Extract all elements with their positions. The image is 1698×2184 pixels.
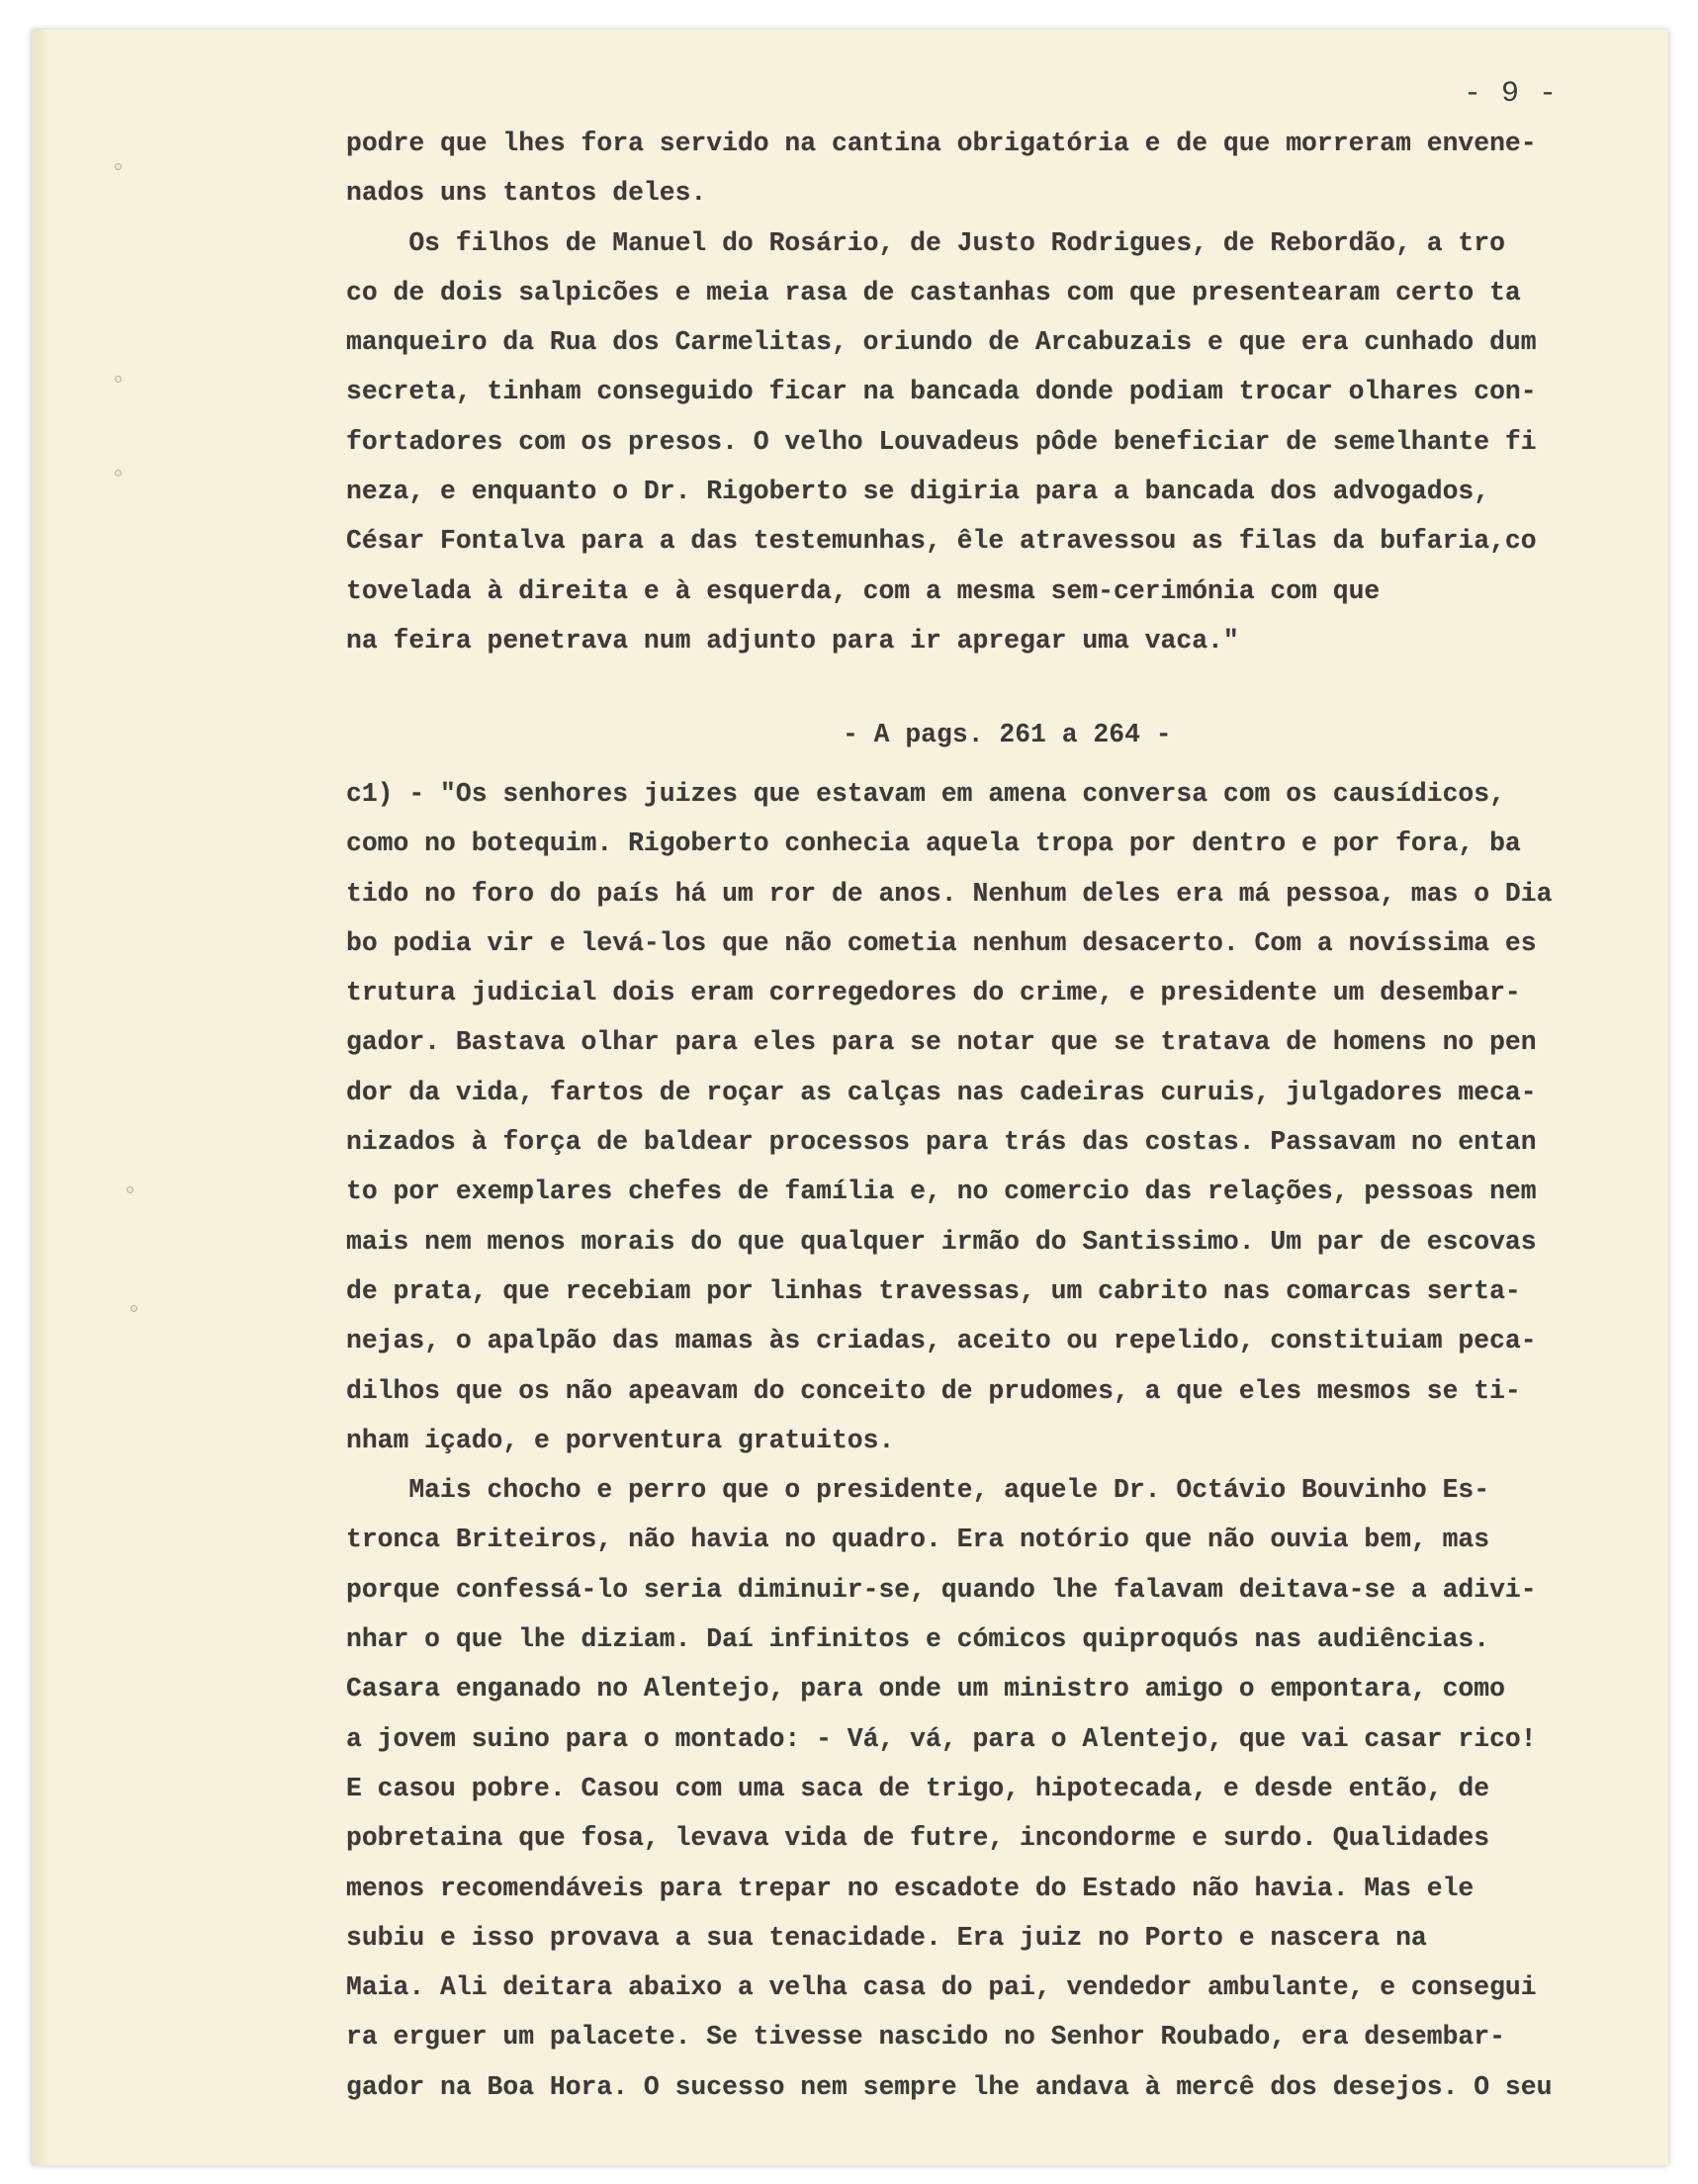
text-line: E casou pobre. Casou com uma saca de trigo, hipotecada, e desde então, de [346, 1773, 1490, 1803]
text-line: co de dois salpicões e meia rasa de castanhas com que presentearam certo ta [346, 277, 1521, 307]
text-line: César Fontalva para a das testemunhas, êle atravessou as filas da bufaria,co [346, 526, 1537, 557]
text-line: c1) - "Os senhores juizes que estavam em amena conversa com os causídicos, [346, 779, 1505, 809]
paper-edge-shadow [32, 30, 49, 2165]
text-line: tido no foro do país há um ror de anos. Nenhum deles era má pessoa, mas o Dia [346, 878, 1553, 909]
text-line: nados uns tantos deles. [346, 178, 707, 209]
text-line: tovelada à direita e à esquerda, com a mesma sem-cerimónia com que [346, 575, 1381, 606]
text-line: Casara enganado no Alentejo, para onde um ministro amigo o empontara, como [346, 1674, 1505, 1704]
text-line: bo podia vir e levá-los que não cometia nenhum desacerto. Com a novíssima es [346, 927, 1537, 958]
text-line: Os filhos de Manuel do Rosário, de Justo Rodrigues, de Rebordão, a tro [346, 227, 1505, 258]
text-line: to por exemplares chefes de família e, no comercio das relações, pessoas nem [346, 1177, 1537, 1207]
body-text-block-2 [346, 769, 1642, 2112]
text-line: gador na Boa Hora. O sucesso nem sempre lhe andava à mercê dos desejos. O seu [346, 2071, 1553, 2102]
page-number: - 9 - [1464, 77, 1559, 111]
body-text-block-1 [346, 119, 1642, 665]
text-line: Maia. Ali deitara abaixo a velha casa do pai, vendedor ambulante, e consegui [346, 1972, 1537, 2003]
paper-mark [115, 163, 122, 170]
text-line: menos recomendáveis para trepar no escadote do Estado não havia. Mas ele [346, 1873, 1475, 1903]
text-line: nhar o que lhe diziam. Daí infinitos e cómicos quiproquós nas audiências. [346, 1624, 1490, 1655]
paper-mark [131, 1305, 137, 1312]
text-line: gador. Bastava olhar para eles para se notar que se tratava de homens no pen [346, 1027, 1537, 1058]
typewritten-page [32, 30, 1668, 2165]
text-line: na feira penetrava num adjunto para ir apregar uma vaca." [346, 625, 1239, 655]
text-line: fortadores com os presos. O velho Louvadeus pôde beneficiar de semelhante fi [346, 426, 1537, 457]
text-line: Mais chocho e perro que o presidente, aquele Dr. Octávio Bouvinho Es- [346, 1475, 1490, 1506]
text-line: como no botequim. Rigoberto conhecia aquela tropa por dentro e por fora, ba [346, 829, 1521, 859]
text-line: porque confessá-lo seria diminuir-se, quando lhe falavam deitava-se a adivi- [346, 1574, 1537, 1605]
text-line: a jovem suino para o montado: - Vá, vá, para o Alentejo, que vai casar rico! [346, 1723, 1537, 1754]
text-line: trutura judicial dois eram corregedores do crime, e presidente um desembar- [346, 978, 1521, 1008]
text-line: dilhos que os não apeavam do conceito de prudomes, a que eles mesmos se ti- [346, 1375, 1521, 1406]
text-line: manqueiro da Rua dos Carmelitas, oriundo de Arcabuzais e que era cunhado dum [346, 327, 1537, 358]
paper-mark [115, 470, 122, 477]
text-line: ra erguer um palacete. Se tivesse nascido no Senhor Roubado, era desembar- [346, 2022, 1505, 2053]
text-line: mais nem menos morais do que qualquer irmão do Santissimo. Um par de escovas [346, 1226, 1537, 1257]
text-line: pobretaina que fosa, levava vida de futre, incondorme e surdo. Qualidades [346, 1823, 1490, 1854]
text-line: podre que lhes fora servido na cantina obrigatória e de que morreram envene- [346, 129, 1537, 158]
text-line: dor da vida, fartos de roçar as calças nas cadeiras curuis, julgadores meca- [346, 1077, 1537, 1107]
section-heading: - A pags. 261 a 264 - [843, 720, 1172, 749]
text-line: nham içado, e porventura gratuitos. [346, 1425, 895, 1455]
text-line: de prata, que recebiam por linhas travessas, um cabrito nas comarcas serta- [346, 1275, 1521, 1306]
text-line: nizados à força de baldear processos para trás das costas. Passavam no entan [346, 1127, 1537, 1158]
text-line: secreta, tinham conseguido ficar na bancada donde podiam trocar olhares con- [346, 377, 1537, 407]
text-line: nejas, o apalpão das mamas às criadas, aceito ou repelido, constituiam peca- [346, 1326, 1537, 1356]
paper-mark [127, 1186, 134, 1193]
paper-mark [115, 376, 122, 383]
text-line: tronca Briteiros, não havia no quadro. Era notório que não ouvia bem, mas [346, 1525, 1490, 1555]
text-line: subiu e isso provava a sua tenacidade. Era juiz no Porto e nascera na [346, 1922, 1427, 1953]
text-line: neza, e enquanto o Dr. Rigoberto se digiria para a bancada dos advogados, [346, 477, 1490, 507]
